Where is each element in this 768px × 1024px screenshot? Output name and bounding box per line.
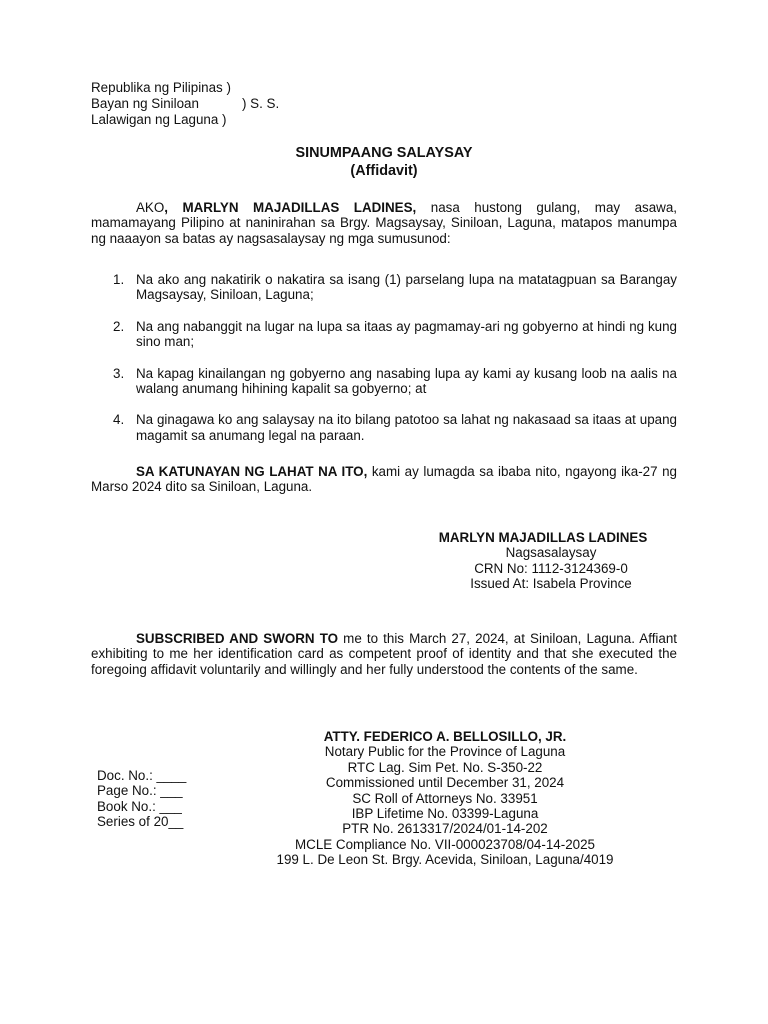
notary-mcle: MCLE Compliance No. VII-000023708/04-14-2025 xyxy=(295,836,595,852)
affiant-name: MARLYN MAJADILLAS LADINES xyxy=(438,530,648,545)
list-item-text: Na ang nabanggit na lugar na lupa sa itaas ay pagmamay-ari ng gobyerno at hindi ng kung sino man; xyxy=(136,318,677,350)
statements-list xyxy=(91,272,677,459)
notary-rtc: RTC Lag. Sim Pet. No. S-350-22 xyxy=(347,759,543,775)
list-item xyxy=(91,412,677,443)
list-item xyxy=(91,272,677,303)
list-item-number: 2. xyxy=(113,318,125,334)
affiant-crn: CRN No: 1112-3124369-0 xyxy=(474,560,628,576)
jurat-text: me to this March 27, 2024, at Siniloan, Laguna. Affiant exhibiting to me her identification card as competent proof of identity and that she executed the foregoing affidavit voluntarily and willingly and her fully understood the contents of the same. xyxy=(91,631,678,677)
intro-lead: AKO xyxy=(136,200,165,215)
notary-ibp: IBP Lifetime No. 03399-Laguna xyxy=(351,806,539,822)
notarial-register-block xyxy=(97,768,186,830)
list-item-text: Na ako ang nakatirik o nakatira sa isang (1) parselang lupa na matatagpuan sa Barangay Magsaysay, Siniloan, Laguna; xyxy=(136,272,677,303)
list-item-number: 4. xyxy=(113,412,125,428)
list-item-number: 1. xyxy=(113,272,125,287)
notary-commission-until: Commissioned until December 31, 2024 xyxy=(325,775,565,791)
notary-block xyxy=(245,729,645,868)
list-item-text: Na kapag kinailangan ng gobyerno ang nasabing lupa ay kami ay kusang loob na aalis na walang anumang hihining kapalit sa gobyerno; at xyxy=(136,365,677,397)
notary-address: 199 L. De Leon St. Brgy. Acevida, Siniloan, Laguna/4019 xyxy=(276,852,614,868)
series-of: Series of 20__ xyxy=(97,814,184,830)
affiant-signature-block xyxy=(426,530,676,592)
jurat-lead: SUBSCRIBED AND SWORN TO xyxy=(136,631,339,646)
list-item xyxy=(91,319,677,350)
venue-province: Lalawigan ng Laguna ) xyxy=(91,112,227,127)
venue-ss-mark: ) S. S. xyxy=(242,96,280,111)
title-sub: (Affidavit) xyxy=(350,163,418,179)
affiant-role: Nagsasalaysay xyxy=(505,545,597,561)
venue-block xyxy=(91,80,280,128)
intro-text: nasa hustong gulang, may asawa, mamamayang Pilipino at naninirahan sa Brgy. Magsaysay, Siniloan, Laguna, matapos manumpa ng naaayon sa batas ay nagsasalaysay ng mga sumusunod: xyxy=(91,200,677,246)
list-item-text: Na ginagawa ko ang salaysay na ito bilang patotoo sa lahat ng nakasaad sa itaas at upang magamit sa anumang legal na paraan. xyxy=(136,412,677,443)
affiant-name-inline: , MARLYN MAJADILLAS LADINES, xyxy=(164,200,417,215)
notary-commission: Notary Public for the Province of Laguna xyxy=(324,744,566,760)
notary-ptr: PTR No. 2613317/2024/01-14-202 xyxy=(342,821,548,837)
list-item xyxy=(91,366,677,397)
venue-country: Republika ng Pilipinas ) xyxy=(91,80,231,95)
venue-municipality xyxy=(91,96,280,112)
list-item-number: 3. xyxy=(113,365,125,381)
venue-municipality-name: Bayan ng Siniloan xyxy=(91,96,199,111)
page-no: Page No.: ___ xyxy=(97,783,183,799)
doc-no: Doc. No.: ____ xyxy=(97,768,187,783)
witness-paragraph xyxy=(91,464,677,495)
intro-paragraph xyxy=(91,200,677,246)
title-main: SINUMPAANG SALAYSAY xyxy=(295,145,473,161)
affiant-issued-at: Issued At: Isabela Province xyxy=(470,576,632,592)
book-no: Book No.: ___ xyxy=(97,798,182,814)
notary-roll: SC Roll of Attorneys No. 33951 xyxy=(352,790,538,806)
document-title xyxy=(0,144,768,180)
jurat-paragraph xyxy=(91,631,677,677)
witness-text: kami ay lumagda sa ibaba nito, ngayong ika-27 ng Marso 2024 dito sa Siniloan, Laguna. xyxy=(91,464,678,495)
witness-lead: SA KATUNAYAN NG LAHAT NA ITO, xyxy=(136,464,368,479)
notary-name: ATTY. FEDERICO A. BELLOSILLO, JR. xyxy=(323,729,567,744)
